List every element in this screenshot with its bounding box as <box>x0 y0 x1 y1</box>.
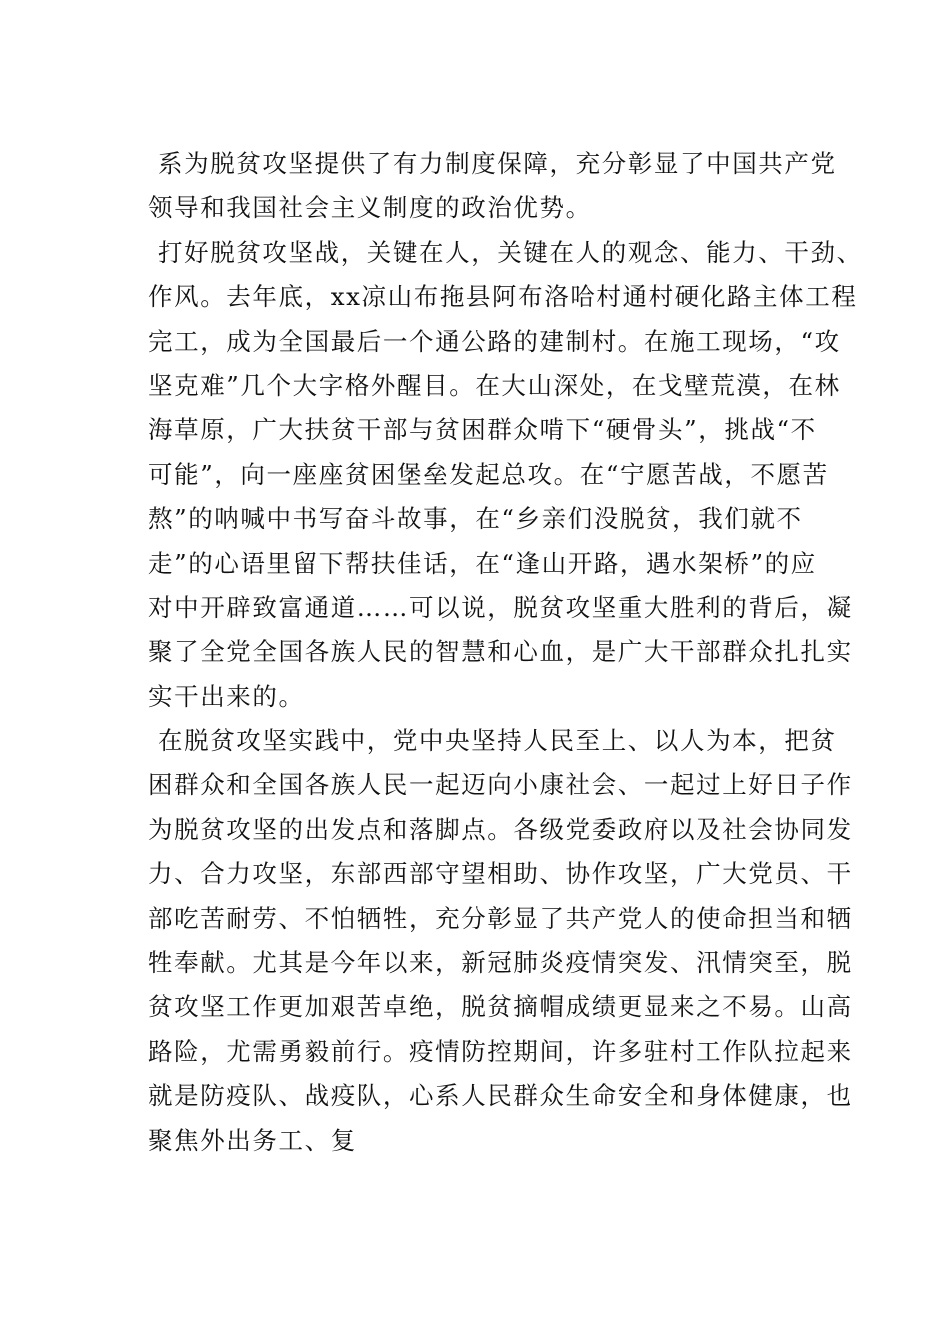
text-line: 走”的心语里留下帮扶佳话，在“逢山开路，遇水架桥”的应 <box>148 548 817 578</box>
text-line: 聚了全党全国各族人民的智慧和心血，是广大干部群众扎扎实 <box>148 637 853 667</box>
text-line: 对中开辟致富通道……可以说，脱贫攻坚重大胜利的背后，凝 <box>148 592 853 622</box>
text-line: 在脱贫攻坚实践中，党中央坚持人民至上、以人为本，把贫 <box>158 726 837 756</box>
text-line: 海草原，广大扶贫干部与贫困群众啃下“硬骨头”，挑战“不 <box>148 415 817 445</box>
text-line: 作风。去年底，xx凉山布拖县阿布洛哈村通村硬化路主体工程 <box>148 282 858 312</box>
text-line: 贫攻坚工作更加艰苦卓绝，脱贫摘帽成绩更显来之不易。山高 <box>148 992 853 1022</box>
paragraph-3 <box>148 719 853 1163</box>
text-line: 为脱贫攻坚的出发点和落脚点。各级党委政府以及社会协同发 <box>148 814 853 844</box>
text-line: 实干出来的。 <box>148 681 305 711</box>
text-line: 部吃苦耐劳、不怕牺牲，充分彰显了共产党人的使命担当和牺 <box>148 903 853 933</box>
text-line: 系为脱贫攻坚提供了有力制度保障，充分彰显了中国共产党 <box>158 149 837 178</box>
paragraph-2 <box>148 231 863 719</box>
text-line: 熬”的呐喊中书写奋斗故事，在“乡亲们没脱贫，我们就不 <box>148 504 803 534</box>
text-line: 聚焦外出务工、复 <box>148 1125 357 1155</box>
text-line: 坚克难”几个大字格外醒目。在大山深处，在戈壁荒漠，在林 <box>148 370 841 400</box>
paragraph-1 <box>148 142 837 231</box>
document-body <box>148 142 863 1163</box>
text-line: 领导和我国社会主义制度的政治优势。 <box>148 193 592 223</box>
text-line: 困群众和全国各族人民一起迈向小康社会、一起过上好日子作 <box>148 770 853 800</box>
text-line: 就是防疫队、战疫队，心系人民群众生命安全和身体健康，也 <box>148 1081 853 1111</box>
text-line: 完工，成为全国最后一个通公路的建制村。在施工现场，“攻 <box>148 326 841 356</box>
text-line: 打好脱贫攻坚战，关键在人，关键在人的观念、能力、干劲、 <box>158 237 863 267</box>
text-line: 可能”，向一座座贫困堡垒发起总攻。在“宁愿苦战，不愿苦 <box>148 459 829 489</box>
text-line: 牲奉献。尤其是今年以来，新冠肺炎疫情突发、汛情突至，脱 <box>148 948 853 978</box>
text-line: 力、合力攻坚，东部西部守望相助、协作攻坚，广大党员、干 <box>148 859 853 889</box>
text-line: 路险，尤需勇毅前行。疫情防控期间，许多驻村工作队拉起来 <box>148 1036 853 1066</box>
